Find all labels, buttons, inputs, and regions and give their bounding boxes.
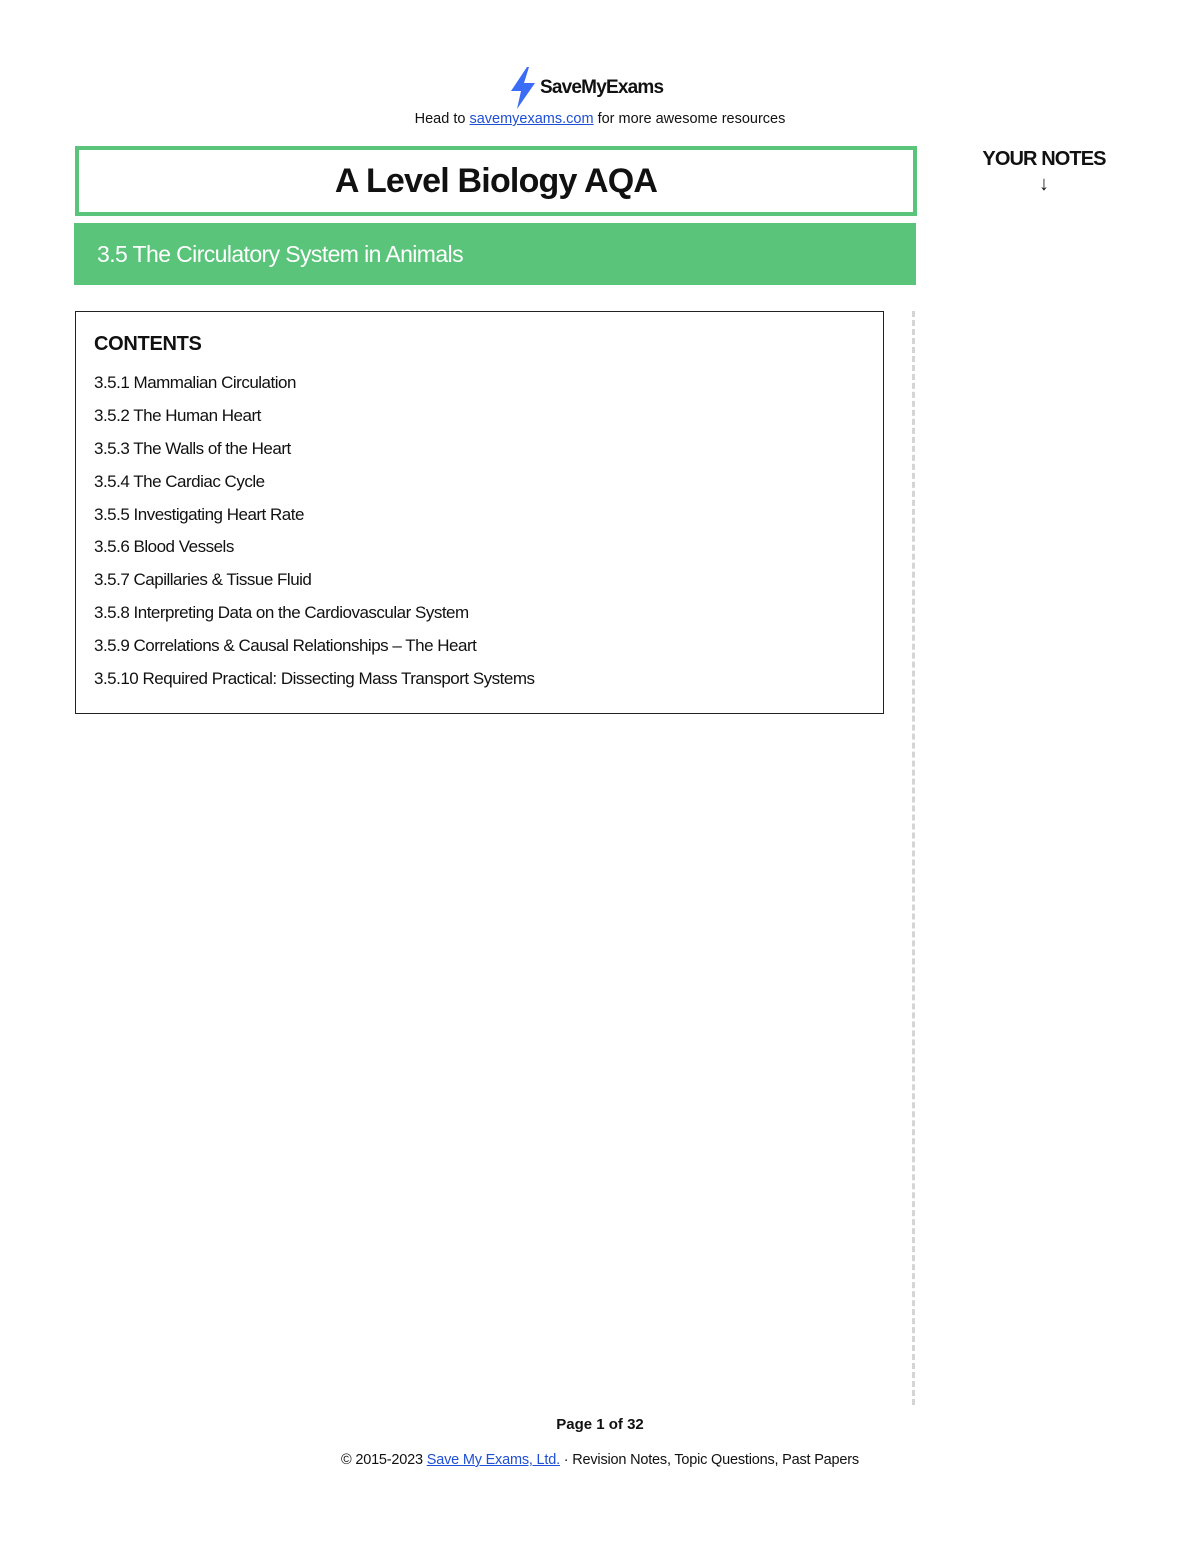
your-notes-label: YOUR NOTES (982, 148, 1106, 170)
company-link[interactable]: Save My Exams, Ltd. (426, 1452, 560, 1468)
subject-title-box (75, 146, 917, 216)
savemyexams-link[interactable]: savemyexams.com (469, 111, 594, 127)
lightning-bolt-icon (508, 67, 538, 109)
page-number: Page 1 of 32 (556, 1416, 644, 1433)
notes-divider (912, 311, 915, 1405)
contents-item[interactable]: 3.5.10 Required Practical: Dissecting Mass Transport Systems (94, 669, 535, 689)
contents-heading: CONTENTS (94, 333, 202, 355)
contents-item[interactable]: 3.5.7 Capillaries & Tissue Fluid (94, 570, 312, 590)
tagline-suffix: for more awesome resources (597, 111, 786, 127)
topic-banner (74, 223, 916, 285)
contents-item[interactable]: 3.5.4 The Cardiac Cycle (94, 471, 265, 491)
tagline-prefix: Head to (414, 111, 466, 127)
contents-box (75, 311, 884, 714)
contents-item[interactable]: 3.5.8 Interpreting Data on the Cardiovascular System (94, 603, 469, 623)
subject-title: A Level Biology AQA (334, 161, 658, 200)
tagline (0, 111, 1200, 127)
logo-text: SaveMyExams (540, 77, 664, 98)
contents-item[interactable]: 3.5.6 Blood Vessels (94, 537, 234, 557)
contents-item[interactable]: 3.5.9 Correlations & Causal Relationships – The Heart (94, 636, 477, 656)
contents-item[interactable]: 3.5.3 The Walls of the Heart (94, 438, 291, 458)
your-notes (960, 148, 1128, 196)
contents-item[interactable]: 3.5.5 Investigating Heart Rate (94, 504, 304, 524)
contents-list (94, 369, 535, 698)
copyright: © 2015-2023 (341, 1452, 423, 1468)
footer (0, 1452, 1200, 1468)
arrow-down-icon: ↓ (1039, 173, 1049, 195)
contents-item[interactable]: 3.5.1 Mammalian Circulation (94, 373, 296, 392)
footer-suffix: · Revision Notes, Topic Questions, Past Papers (563, 1452, 859, 1468)
logo[interactable] (508, 66, 663, 110)
topic-title: 3.5 The Circulatory System in Animals (97, 240, 463, 267)
contents-item[interactable]: 3.5.2 The Human Heart (94, 405, 261, 425)
